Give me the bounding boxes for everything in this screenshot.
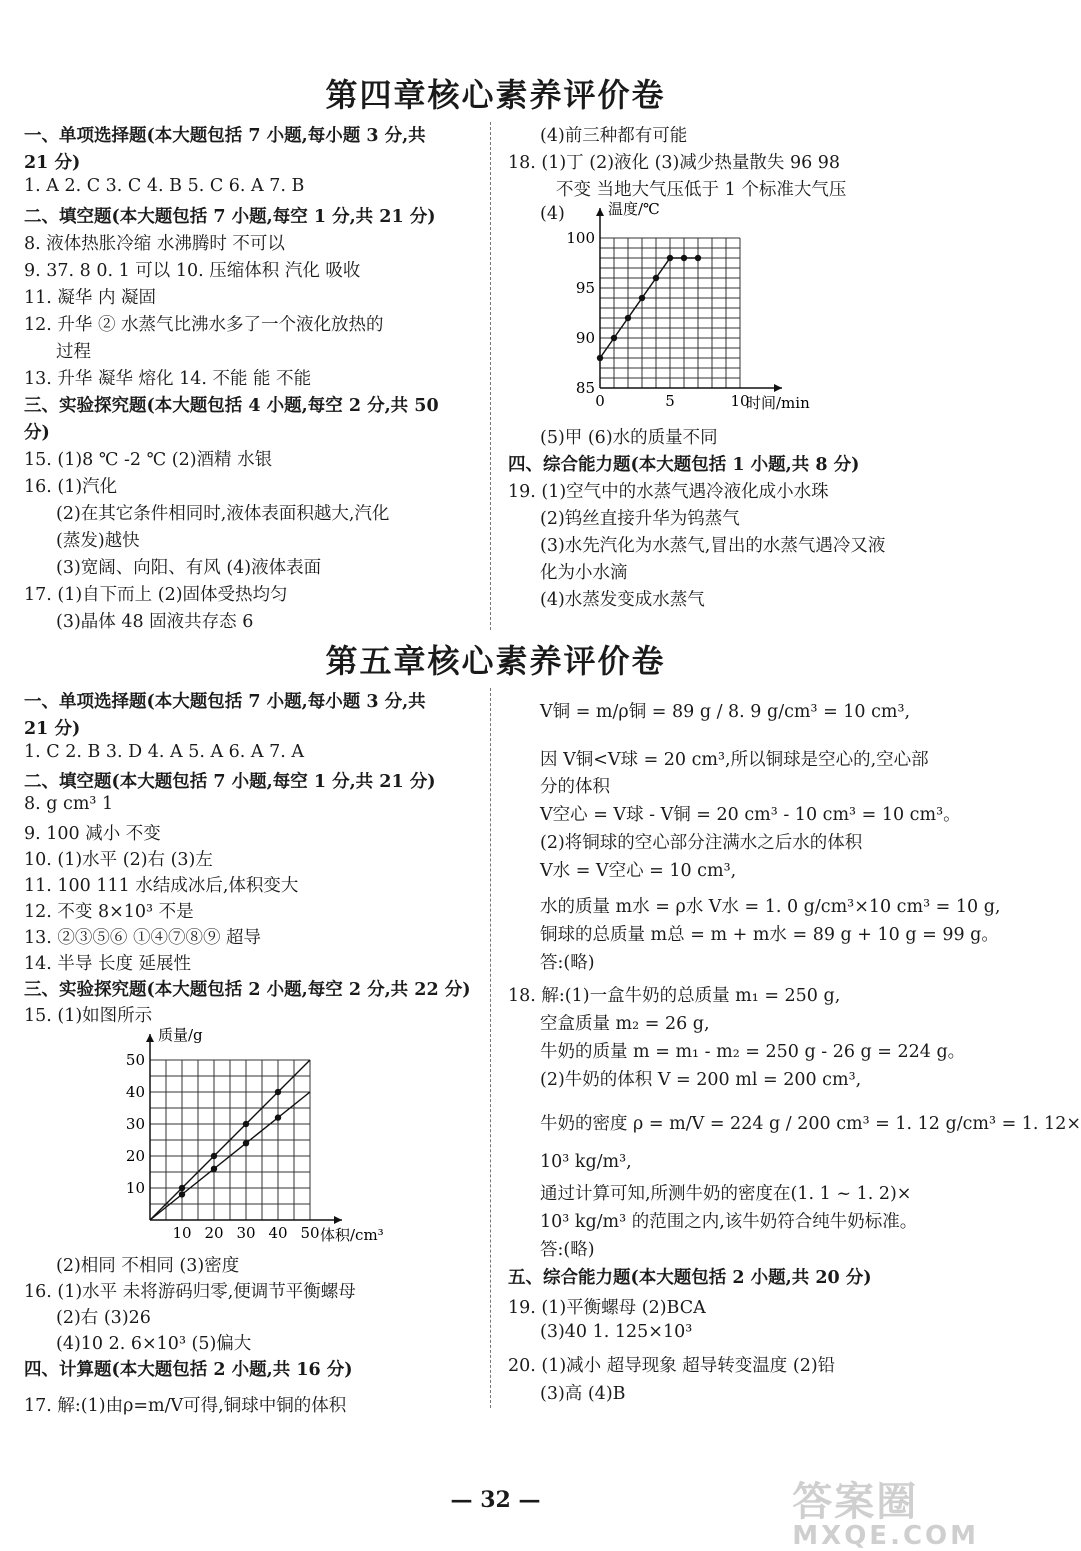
answer-line: 不变 当地大气压低于 1 个标准大气压 [556, 180, 847, 200]
answer-line: 19. (1)空气中的水蒸气遇冷液化成小水珠 [508, 482, 829, 502]
x-tick-label: 50 [300, 1224, 320, 1242]
answer-line: (3)晶体 48 固液共存态 6 [56, 612, 254, 632]
data-point [211, 1166, 217, 1172]
section-heading: 二、填空题(本大题包括 7 小题,每空 1 分,共 21 分) [24, 207, 436, 227]
column-divider [490, 688, 491, 1408]
data-point [653, 275, 659, 281]
y-axis-label: 温度/℃ [608, 200, 660, 218]
y-tick-label: 85 [575, 379, 595, 397]
x-tick-label: 5 [665, 392, 675, 410]
answer-line: 1. A 2. C 3. C 4. B 5. C 6. A 7. B [24, 176, 305, 196]
data-point [179, 1185, 185, 1191]
section-heading-cont: 21 分) [24, 153, 81, 173]
y-tick-label: 30 [125, 1115, 145, 1133]
section-heading-cont: 分) [24, 423, 50, 443]
formula-line: V水 = V空心 = 10 cm³, [540, 861, 737, 881]
answer-line: 18. 解:(1)一盒牛奶的总质量 m₁ = 250 g, [508, 986, 841, 1006]
answer-line: 15. (1)8 ℃ -2 ℃ (2)酒精 水银 [24, 450, 273, 470]
data-point [275, 1114, 281, 1120]
y-axis-arrow [146, 1034, 154, 1042]
y-tick-label: 95 [575, 279, 595, 297]
data-point [243, 1140, 249, 1146]
formula-line: V铜 = m/ρ铜 = 89 g / 8. 9 g/cm³ = 10 cm³, [540, 702, 911, 722]
section-heading: 二、填空题(本大题包括 7 小题,每空 1 分,共 21 分) [24, 772, 436, 792]
section-heading-cont: 21 分) [24, 719, 81, 739]
answer-line: (3)水先汽化为水蒸气,冒出的水蒸气遇冷又液 [540, 536, 886, 556]
answer-line: (4)10 2. 6×10³ (5)偏大 [56, 1334, 252, 1354]
answer-line: 18. (1)丁 (2)液化 (3)减少热量散失 96 98 [508, 153, 841, 173]
answer-line: 1. C 2. B 3. D 4. A 5. A 6. A 7. A [24, 742, 305, 762]
answer-line: 9. 37. 8 0. 1 可以 10. 压缩体积 汽化 吸收 [24, 261, 361, 281]
answer-line: 8. g cm³ 1 [24, 794, 114, 814]
answer-line: 过程 [56, 342, 91, 362]
watermark-text: 答案圈 [792, 1479, 919, 1525]
section-heading: 五、综合能力题(本大题包括 2 小题,共 20 分) [508, 1268, 872, 1288]
x-axis-arrow [774, 384, 782, 392]
x-tick-label: 20 [204, 1224, 224, 1242]
x-tick-label: 40 [268, 1224, 288, 1242]
answer-line: 13. ②③⑤⑥ ①④⑦⑧⑨ 超导 [24, 928, 262, 948]
data-point [695, 255, 701, 261]
answer-line: 10³ kg/m³ 的范围之内,该牛奶符合纯牛奶标准。 [540, 1212, 918, 1232]
data-point [611, 335, 617, 341]
answer-line: 9. 100 减小 不变 [24, 824, 161, 844]
answer-line: (2)相同 不相同 (3)密度 [56, 1256, 240, 1276]
x-axis-arrow [334, 1216, 342, 1224]
answer-line: (4)水蒸发变成水蒸气 [540, 590, 705, 610]
formula-line: 空盒质量 m₂ = 26 g, [540, 1014, 710, 1034]
y-tick-label: 40 [125, 1083, 145, 1101]
answer-line: 分的体积 [540, 777, 610, 797]
answer-line: 答:(略) [540, 953, 595, 973]
answer-line: 14. 半导 长度 延展性 [24, 954, 192, 974]
answer-line: 因 V铜<V球 = 20 cm³,所以铜球是空心的,空心部 [540, 750, 929, 770]
answer-line: 通过计算可知,所测牛奶的密度在(1. 1 ~ 1. 2)× [540, 1184, 912, 1204]
answer-line: 16. (1)汽化 [24, 477, 118, 497]
column-divider [490, 122, 491, 630]
answer-line: 20. (1)减小 超导现象 超导转变温度 (2)铅 [508, 1356, 836, 1376]
section-heading: 一、单项选择题(本大题包括 7 小题,每小题 3 分,共 [24, 126, 426, 146]
formula-line: 铜球的总质量 m总 = m + m水 = 89 g + 10 g = 99 g。 [540, 925, 999, 945]
y-axis-label: 质量/g [158, 1026, 203, 1044]
y-tick-label: 50 [125, 1051, 145, 1069]
answer-line: (蒸发)越快 [56, 531, 140, 551]
y-tick-label: 100 [566, 229, 595, 247]
x-tick-label: 30 [236, 1224, 256, 1242]
answer-line: 8. 液体热胀冷缩 水沸腾时 不可以 [24, 234, 285, 254]
answer-line: (5)甲 (6)水的质量不同 [540, 428, 718, 448]
x-tick-label: 0 [595, 392, 605, 410]
formula-line: 牛奶的密度 ρ = m/V = 224 g / 200 cm³ = 1. 12 g/cm³ = 1. 12× [540, 1114, 1081, 1134]
y-tick-label: 20 [125, 1147, 145, 1165]
temperature-time-chart [566, 198, 840, 420]
x-axis-label: 时间/min [746, 394, 810, 412]
answer-line: (4) [540, 204, 565, 224]
mass-volume-chart [110, 1024, 410, 1250]
data-point [667, 255, 673, 261]
x-tick-label: 10 [730, 392, 750, 410]
answer-line: (2)钨丝直接升华为钨蒸气 [540, 509, 740, 529]
watermark-logo [792, 1470, 979, 1551]
answer-line: 15. (1)如图所示 [24, 1006, 153, 1026]
answer-line: (4)前三种都有可能 [540, 126, 688, 146]
answer-line: 12. 不变 8×10³ 不是 [24, 902, 194, 922]
y-tick-label: 90 [575, 329, 595, 347]
y-axis-arrow [596, 208, 604, 216]
data-point [681, 255, 687, 261]
formula-line: (2)牛奶的体积 V = 200 ml = 200 cm³, [540, 1070, 862, 1090]
section-heading: 一、单项选择题(本大题包括 7 小题,每小题 3 分,共 [24, 692, 426, 712]
section-heading: 三、实验探究题(本大题包括 4 小题,每空 2 分,共 50 [24, 396, 439, 416]
section-heading: 四、综合能力题(本大题包括 1 小题,共 8 分) [508, 455, 860, 475]
answer-line: 11. 凝华 内 凝固 [24, 288, 157, 308]
answer-line: 化为小水滴 [540, 563, 628, 583]
formula-line: 10³ kg/m³, [540, 1152, 632, 1172]
answer-line: 答:(略) [540, 1240, 595, 1260]
data-point [639, 295, 645, 301]
answer-line: (2)右 (3)26 [56, 1308, 151, 1328]
chapter4-title: 第四章核心素养评价卷 [325, 76, 666, 114]
answer-line: 19. (1)平衡螺母 (2)BCA [508, 1298, 706, 1318]
answer-line: 12. 升华 ② 水蒸气比沸水多了一个液化放热的 [24, 315, 384, 335]
formula-line: V空心 = V球 - V铜 = 20 cm³ - 10 cm³ = 10 cm³。 [540, 805, 961, 825]
chapter5-title: 第五章核心素养评价卷 [325, 642, 666, 680]
answer-line: (3)40 1. 125×10³ [540, 1322, 693, 1342]
formula-line: 水的质量 m水 = ρ水 V水 = 1. 0 g/cm³×10 cm³ = 10 g, [540, 897, 1001, 917]
answer-line: 10. (1)水平 (2)右 (3)左 [24, 850, 213, 870]
watermark-url: MXQE.COM [792, 1521, 979, 1551]
answer-line: (3)宽阔、向阳、有风 (4)液体表面 [56, 558, 322, 578]
answer-line: (2)将铜球的空心部分注满水之后水的体积 [540, 833, 863, 853]
x-axis-label: 体积/cm³ [320, 1226, 384, 1244]
answer-line: (3)高 (4)B [540, 1384, 626, 1404]
data-point [625, 315, 631, 321]
data-point [275, 1089, 281, 1095]
answer-line: 17. (1)自下而上 (2)固体受热均匀 [24, 585, 288, 605]
answer-line: (2)在其它条件相同时,液体表面积越大,汽化 [56, 504, 390, 524]
data-point [211, 1153, 217, 1159]
data-point [243, 1121, 249, 1127]
answer-line: 17. 解:(1)由ρ=m/V可得,铜球中铜的体积 [24, 1396, 347, 1416]
y-tick-label: 10 [125, 1179, 145, 1197]
formula-line: 牛奶的质量 m = m₁ - m₂ = 250 g - 26 g = 224 g。 [540, 1042, 966, 1062]
answer-line: 11. 100 111 水结成冰后,体积变大 [24, 876, 299, 896]
data-point [179, 1191, 185, 1197]
answer-line: 16. (1)水平 未将游码归零,便调节平衡螺母 [24, 1282, 356, 1302]
section-heading: 三、实验探究题(本大题包括 2 小题,每空 2 分,共 22 分) [24, 980, 471, 1000]
section-heading: 四、计算题(本大题包括 2 小题,共 16 分) [24, 1360, 353, 1380]
answer-line: 13. 升华 凝华 熔化 14. 不能 能 不能 [24, 369, 312, 389]
page-number: — 32 — [450, 1487, 541, 1513]
data-point [597, 355, 603, 361]
x-tick-label: 10 [172, 1224, 192, 1242]
